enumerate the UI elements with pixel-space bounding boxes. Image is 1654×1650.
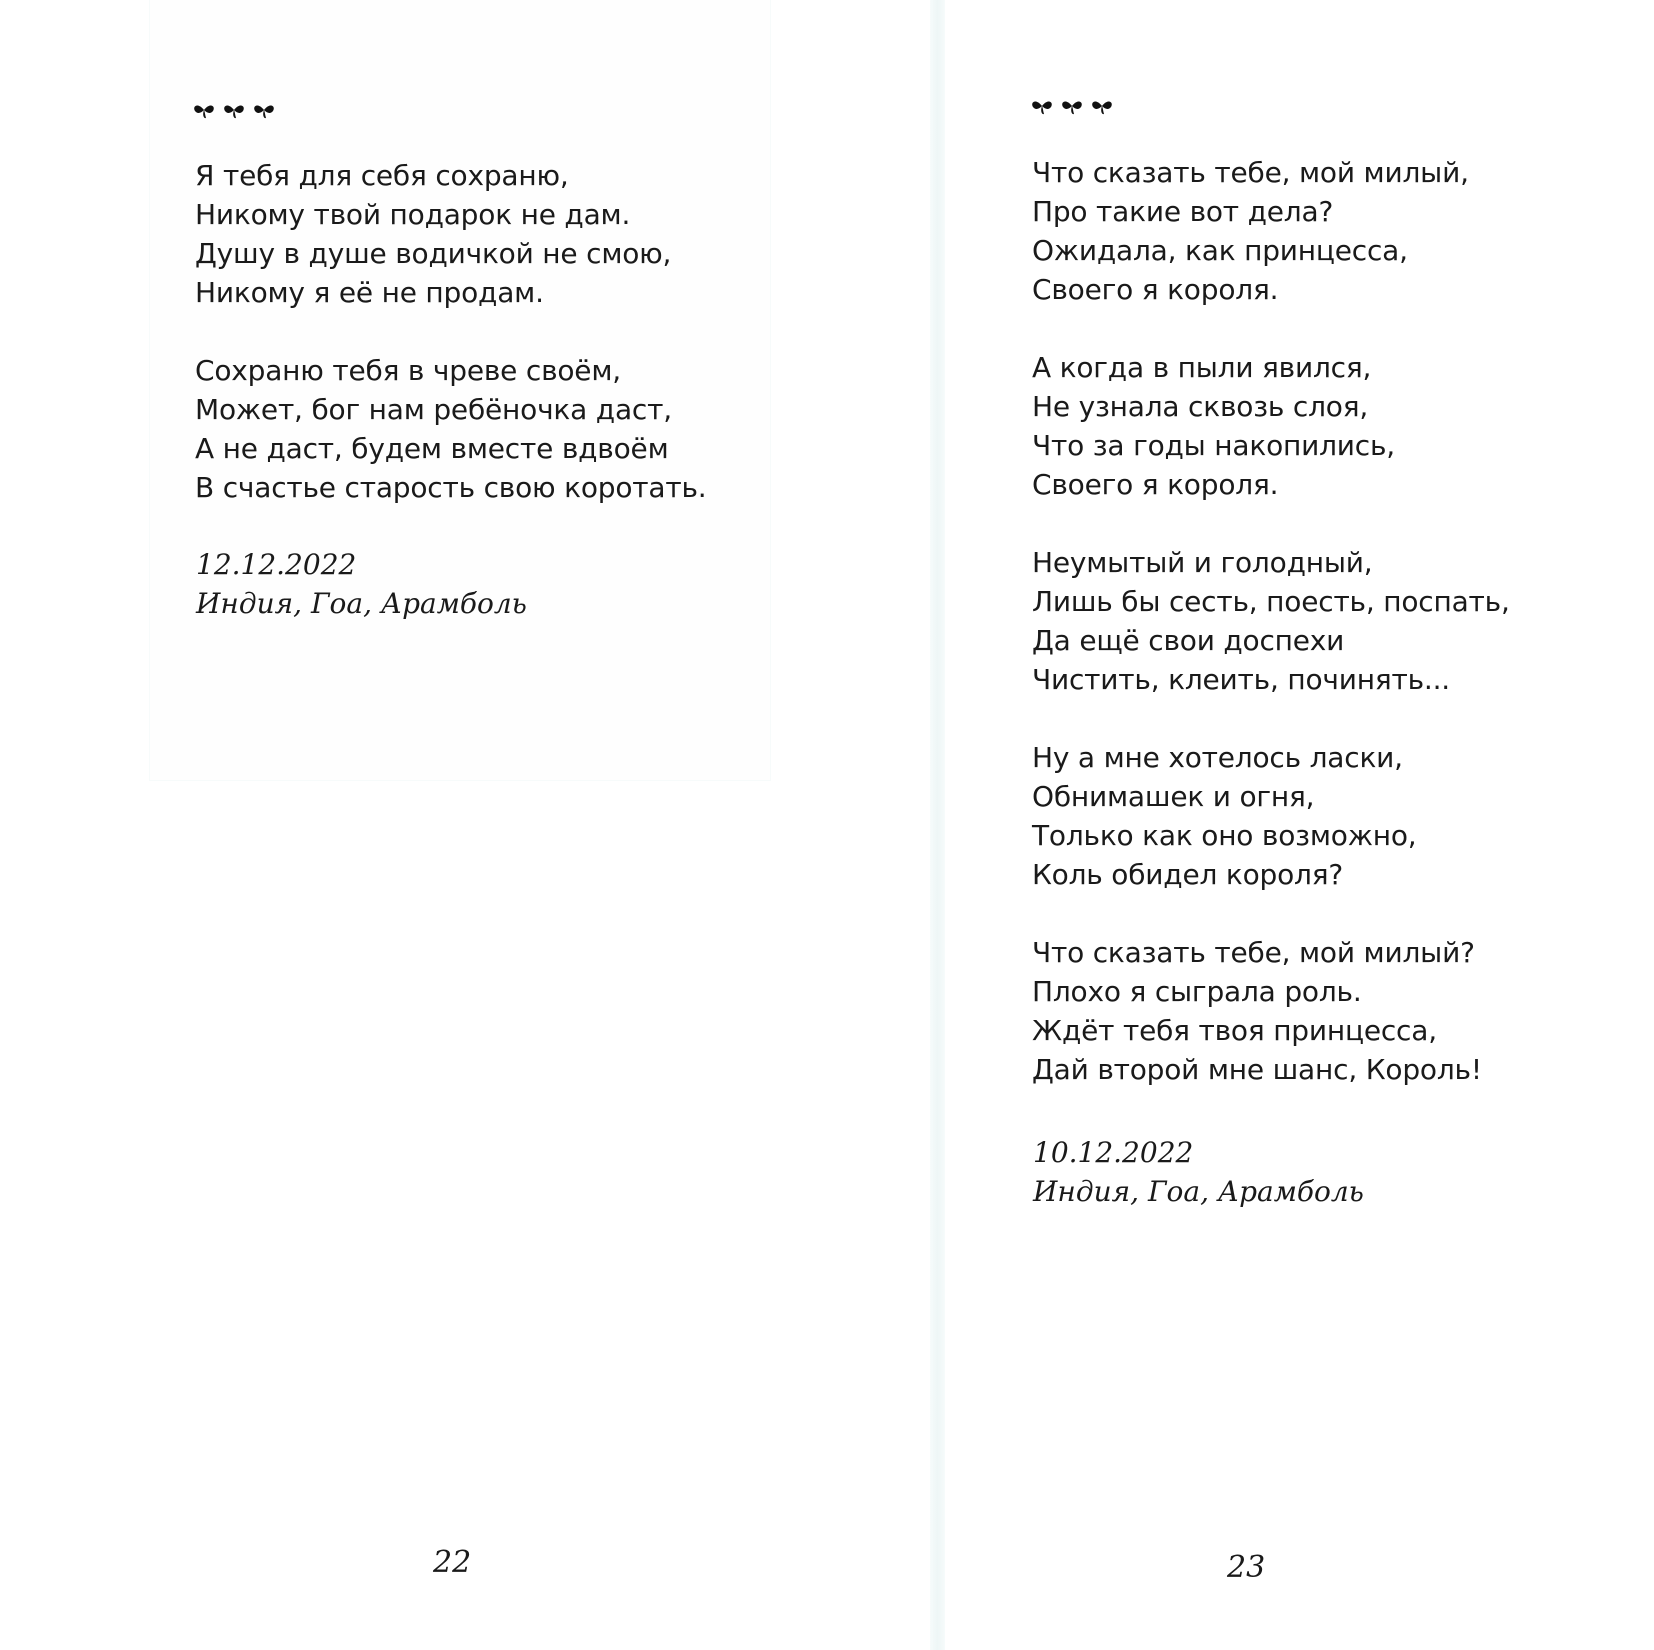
poem-line: Только как оно возможно, [1032,819,1417,852]
poem-line: Что за годы накопились, [1032,429,1395,462]
flower-icon [222,100,246,120]
left-signature [196,545,527,623]
poem-line: Ждёт тебя твоя принцесса, [1032,1014,1437,1047]
flower-icon [1090,96,1114,116]
flower-icon [252,100,276,120]
poem-line: Я тебя для себя сохраню, [195,159,569,192]
right-page [945,0,1654,1650]
poem-line: Сохраню тебя в чреве своём, [195,354,621,387]
poem-line: Ну а мне хотелось ласки, [1032,741,1403,774]
poem-date: 10.12.2022 [1033,1136,1194,1169]
poem-line: Что сказать тебе, мой милый, [1032,156,1469,189]
flower-icon [192,100,216,120]
poem-line: Ожидала, как принцесса, [1032,234,1408,267]
poem-line: Может, бог нам ребёночка даст, [195,393,672,426]
poem-line: Душу в душе водичкой не смою, [195,237,672,270]
flower-icon [1060,96,1084,116]
poem-line: Своего я короля. [1032,273,1279,306]
right-poem [1032,153,1510,1128]
poem-line: Да ещё свои доспехи [1032,624,1345,657]
poem-line: Плохо я сыграла роль. [1032,975,1362,1008]
right-signature [1033,1133,1364,1211]
poem-line: Своего я короля. [1032,468,1279,501]
poem-place: Индия, Гоа, Арамболь [196,587,527,620]
poem-place: Индия, Гоа, Арамболь [1033,1175,1364,1208]
poem-line: Дай второй мне шанс, Король! [1032,1053,1482,1086]
poem-line: Лишь бы сесть, поесть, поспать, [1032,585,1510,618]
book-gutter [930,0,945,1650]
poem-line: Обнимашек и огня, [1032,780,1315,813]
poem-line: Никому твой подарок не дам. [195,198,631,231]
right-ornament-icon [1030,96,1114,116]
poem-line: В счастье старость свою коротать. [195,471,707,504]
poem-date: 12.12.2022 [196,548,357,581]
left-poem [195,156,706,546]
stanza [1032,933,1510,1089]
poem-line: Про такие вот дела? [1032,195,1334,228]
poem-line: А когда в пыли явился, [1032,351,1372,384]
stanza [195,156,706,312]
flower-icon [1030,96,1054,116]
poem-line: А не даст, будем вместе вдвоём [195,432,669,465]
stanza [1032,738,1510,894]
poem-line: Никому я её не продам. [195,276,544,309]
stanza [195,351,706,507]
stanza [1032,348,1510,504]
poem-line: Что сказать тебе, мой милый? [1032,936,1475,969]
poem-line: Коль обидел короля? [1032,858,1344,891]
page-number: 22 [433,1545,472,1580]
poem-line: Чистить, клеить, починять... [1032,663,1450,696]
stanza [1032,543,1510,699]
page-number: 23 [1227,1550,1266,1585]
poem-line: Неумытый и голодный, [1032,546,1373,579]
poem-line: Не узнала сквозь слоя, [1032,390,1369,423]
left-ornament-icon [192,100,276,120]
stanza [1032,153,1510,309]
